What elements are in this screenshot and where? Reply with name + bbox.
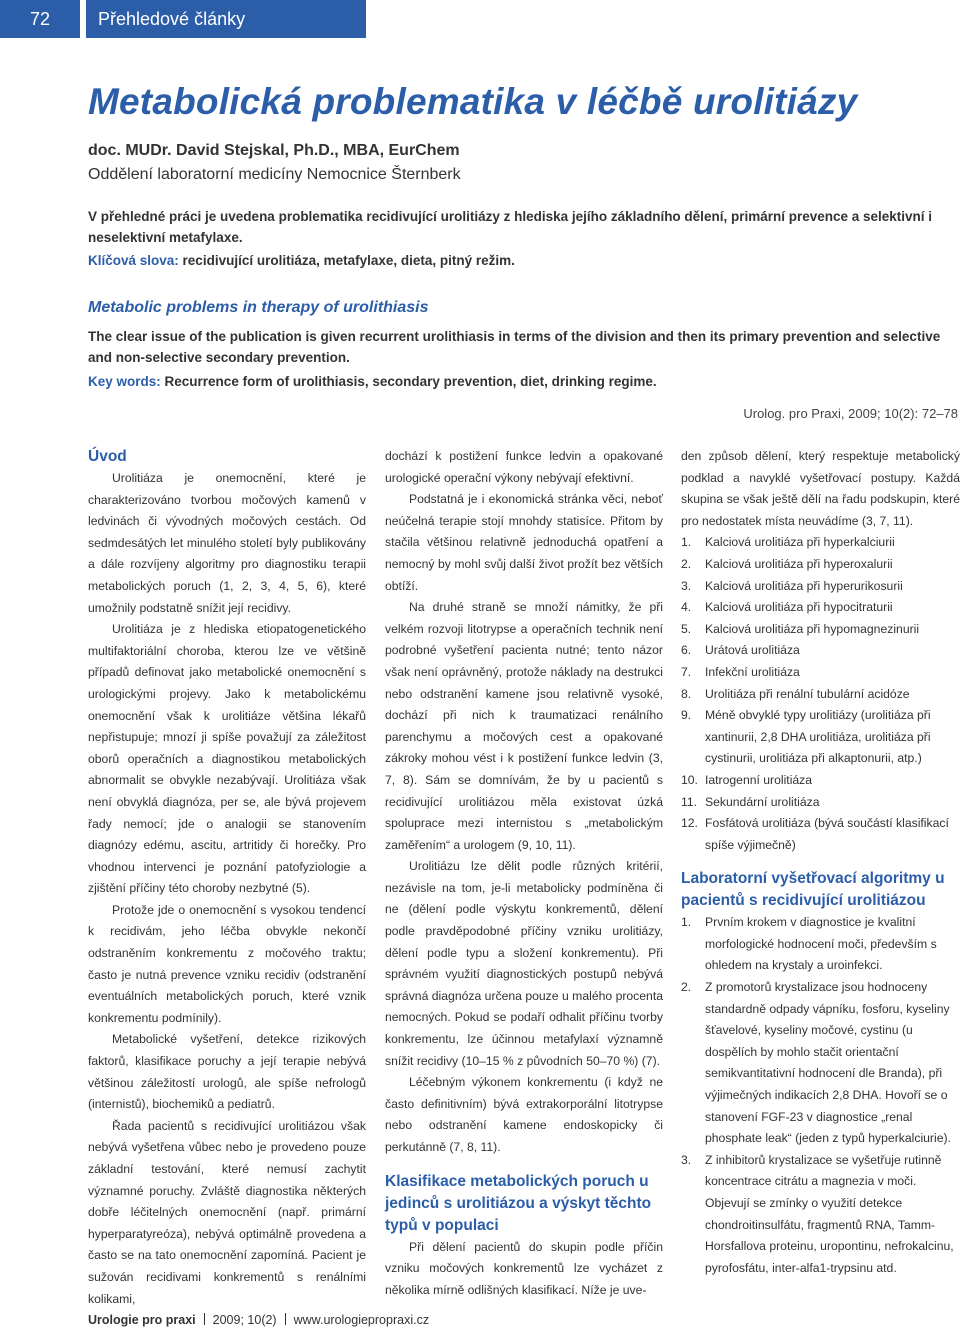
paragraph: Podstatná je i ekonomická stránka věci, neboť neúčelná terapie stojí mnohdy statisíce. Přitom by stačila většinou relativně jednoduchá opatření a nemocný by mohl svůj další život prožít bez větších obtíží.	[385, 492, 663, 593]
list-item: 8. Urolitiáza při renální tubulární acidóze	[681, 686, 910, 701]
abstract: V přehledné práci je uvedena problematika recidivující urolitiázy z hlediska jejího základního dělení, primární prevence a selektivní i neselektivní metafylaxe.	[88, 209, 933, 245]
paragraph: Protože jde o onemocnění s vysokou tendencí k recidivám, jeho léčba obvykle nekončí odstraněním konkrementu z močového traktu; často je nutná prevence vzniku recidiv (odstranění eventuálních metabolických poruch, které vznik konkrementu podmínily).	[88, 902, 366, 1025]
english-keywords	[88, 374, 960, 389]
list-item: 3. Z inhibitorů krystalizace se vyšetřuje rutinně koncentrace citrátu a magnezia v moči. Objevují se zmínky o využití detekce chondroitinsulfátu, fragmentů RNA, Tamm-Horsfallova proteinu, uropontinu, nefrokalcinu, pyrofosfátu, inter-alfa1-trypsinu atd.	[681, 1152, 954, 1275]
list-item: 11. Sekundární urolitiáza	[681, 794, 820, 809]
list-item: 9. Méně obvyklé typy urolitiázy (urolitiáza při xantinurii, 2,8 DHA urolitiáza, urolitiáza při cystinurii, urolitiáza při alkaptonurii, atp.)	[681, 708, 931, 766]
issue: 2009; 10(2)	[212, 1313, 277, 1327]
list-item: 3. Kalciová urolitiáza při hyperurikosurii	[681, 578, 903, 593]
english-title: Metabolic problems in therapy of urolithiasis	[88, 299, 429, 316]
page-footer	[88, 1313, 429, 1327]
paragraph: dochází k postižení funkce ledvin a opakované urologické operační výkony nebývají efektivní.	[385, 449, 663, 485]
list-item: 5. Kalciová urolitiáza při hypomagnezinurii	[681, 621, 920, 636]
algorithm-list	[681, 912, 960, 1279]
affiliation: Oddělení laboratorní medicíny Nemocnice Šternberk	[88, 166, 461, 183]
paragraph: Metabolické vyšetření, detekce rizikových faktorů, klasifikace poruchy a její terapie nebývá většinou záležitostí urologů, ale spíše nefrologů (internistů), biochemiků a pediatrů.	[88, 1032, 366, 1112]
paragraph: den způsob dělení, který respektuje metabolický podklad a navyklé vyšetřovací postupy. Každá skupina se však ještě dělí na řadu podskupin, které pro nedostatek místa neuvádíme (3, 7, 11).	[681, 449, 960, 528]
section-label: Přehledové články	[86, 0, 366, 38]
keywords-text: recidivující urolitiáza, metafylaxe, dieta, pitný režim.	[178, 253, 515, 268]
journal-name: Urologie pro praxi	[88, 1313, 196, 1327]
paragraph: Na druhé straně se množí námitky, že při velkém rozvoji litotrypse a operačních technik není podrobné vyšetření pacienta nutné; tento názor však není oprávněný, protože náklady na destrukci nebo odstranění kamene jsou relativně vysoké, dochází při nich k traumatizaci renálního parenchymu a močových cest a opakované zákroky mohou vést i k postižení funkce ledvin (3, 7, 8). Sám se domnívám, že by u pacientů s recidivující urolitiázou měla existovat úzká spoluprace mezi internistou s „metabolickým zaměřením“ a urologem (9, 10, 11).	[385, 600, 663, 852]
english-keywords-label: Key words:	[88, 374, 161, 389]
paragraph: Urolitiáza je z hlediska etiopatogenetického multifaktoriální choroba, kterou lze ve většině případů definovat jako metabolické onemocnění s urologickými projevy. Jako k metabolickému onemocnění však k urolitiáze většina lékařů nepřistupuje; mnozí ji spíše považují za záležitost oborů operačních a diagnostikou metabolických abnormalit se obvykle nezabývají. Urolitiáza však není obvyklá diagnóza, per se, ale bývá projevem řady nemocí; jde o analogii se stanovením diagnózy edému, ascitu, artritidy či horečky. Pro vhodnou intervenci je poznání patofyziologie a zjištění příčiny této choroby nezbytné (5).	[88, 622, 366, 896]
list-item: 7. Infekční urolitiáza	[681, 664, 800, 679]
list-item: 10. Iatrogenní urolitiáza	[681, 772, 813, 787]
keywords	[88, 253, 960, 268]
paragraph: Při dělení pacientů do skupin podle příčin vzniku močových konkrementů lze vycházet z několika mírně odlišných klasifikací. Níže je uve-	[385, 1239, 663, 1297]
column-2	[385, 446, 663, 1301]
citation: Urolog. pro Praxi, 2009; 10(2): 72–78	[743, 406, 958, 421]
author: doc. MUDr. David Stejskal, Ph.D., MBA, EurChem	[88, 142, 460, 159]
section-heading-lab-algorithms: Laboratorní vyšetřovací algoritmy u pacientů s recidivující urolitiázou	[681, 870, 945, 910]
english-keywords-text: Recurrence form of urolithiasis, secondary prevention, diet, drinking regime.	[160, 374, 657, 389]
page-number: 72	[0, 0, 80, 38]
paragraph: Urolitiázu lze dělit podle různých kritérií, nezávisle na tom, je-li metabolicky podmíněna či ne (dělení podle výskytu konkrementů, dělení podle pravděpodobné příčiny vzniku urolitiázy, dělení podle typu a složení konkrementu). Při správném využití diagnostických postupů nebývá správná diagnóza určena pouze u malého procenta nemocných. Pokud se podaří odhalit příčinu tvorby konkrementu, lze účinnou metafylaxí významně snížit recidivy (10–15 % z původních 50–70 %) (7).	[385, 859, 663, 1068]
section-heading-intro: Úvod	[88, 448, 127, 465]
column-1	[88, 446, 366, 1310]
paragraph: Léčebným výkonem konkrementu (i když ne často definitivním) bývá extrakorporální litotrypse nebo odstranění kamene endoskopicky či perkutánně (7, 8, 11).	[385, 1075, 663, 1154]
list-item: 2. Z promotorů krystalizace jsou hodnoceny standardně odpady vápníku, fosforu, kyseliny šťavelové, kyseliny močové, cystinu (u dospělích by mohlo stačit orientační semikvantitativní hodnocení dle Brandа), při výjimečných indikacích 2,8 DHA. Hovoří se o stanovení FGF-23 v diagnostice „renal phosphate leak“ (jeden z typů hyperkalciurie).	[681, 980, 951, 1146]
list-item: 2. Kalciová urolitiáza při hyperoxalurii	[681, 556, 893, 571]
separator	[285, 1313, 286, 1325]
keywords-label: Klíčová slova:	[88, 253, 179, 268]
column-3	[681, 446, 960, 1279]
english-abstract: The clear issue of the publication is given recurrent urolithiasis in terms of the division and then its primary prevention and selective and non-selective secondary prevention.	[88, 329, 941, 365]
journal-url[interactable]: www.urologiepropraxi.cz	[293, 1313, 430, 1327]
section-heading-classification: Klasifikace metabolických poruch u jedinců s urolitiázou a výskyt těchto typů v populaci	[385, 1172, 652, 1234]
separator	[204, 1313, 205, 1325]
classification-list	[681, 532, 960, 856]
list-item: 6. Urátová urolitiáza	[681, 643, 800, 658]
list-item: 4. Kalciová urolitiáza při hypocitraturii	[681, 600, 893, 615]
list-item: 12. Fosfátová urolitiáza (bývá součástí klasifikací spíše výjimečně)	[681, 816, 949, 852]
page-header	[0, 0, 960, 38]
paragraph: Řada pacientů s recidivující urolitiázou však nebývá vyšetřena vůbec nebo je provedeno pouze základní testování, které nemusí zachytit významné poruchy. Zvláště diagnostika některých dobře léčitelných onemocnění (např. primární hyperparatyreóza), nebývá optimálně provedena a často se na tato onemocnění zapomíná. Pacient je sužován recidivami konkrementů s renálními kolikami,	[88, 1118, 366, 1306]
list-item: 1. Kalciová urolitiáza při hyperkalciurii	[681, 535, 895, 550]
paragraph: Urolitiáza je onemocnění, které je charakterizováno tvorbou močových kamenů v ledvinách či vývodných močových cestách. Od sedmdesátých let minulého století byly publikovány a dále rozvíjeny algoritmy pro diagnostiku terapii metabolických poruch (1, 2, 3, 4, 5, 6), které umožnily podstatně snížit její recidivy.	[88, 471, 366, 615]
list-item: 1. Prvním krokem v diagnostice je kvalitní morfologické hodnocení moči, především s ohledem na krystaly a uroinfekci.	[681, 915, 937, 973]
article-title: Metabolická problematika v léčbě urolitiázy	[88, 81, 858, 122]
